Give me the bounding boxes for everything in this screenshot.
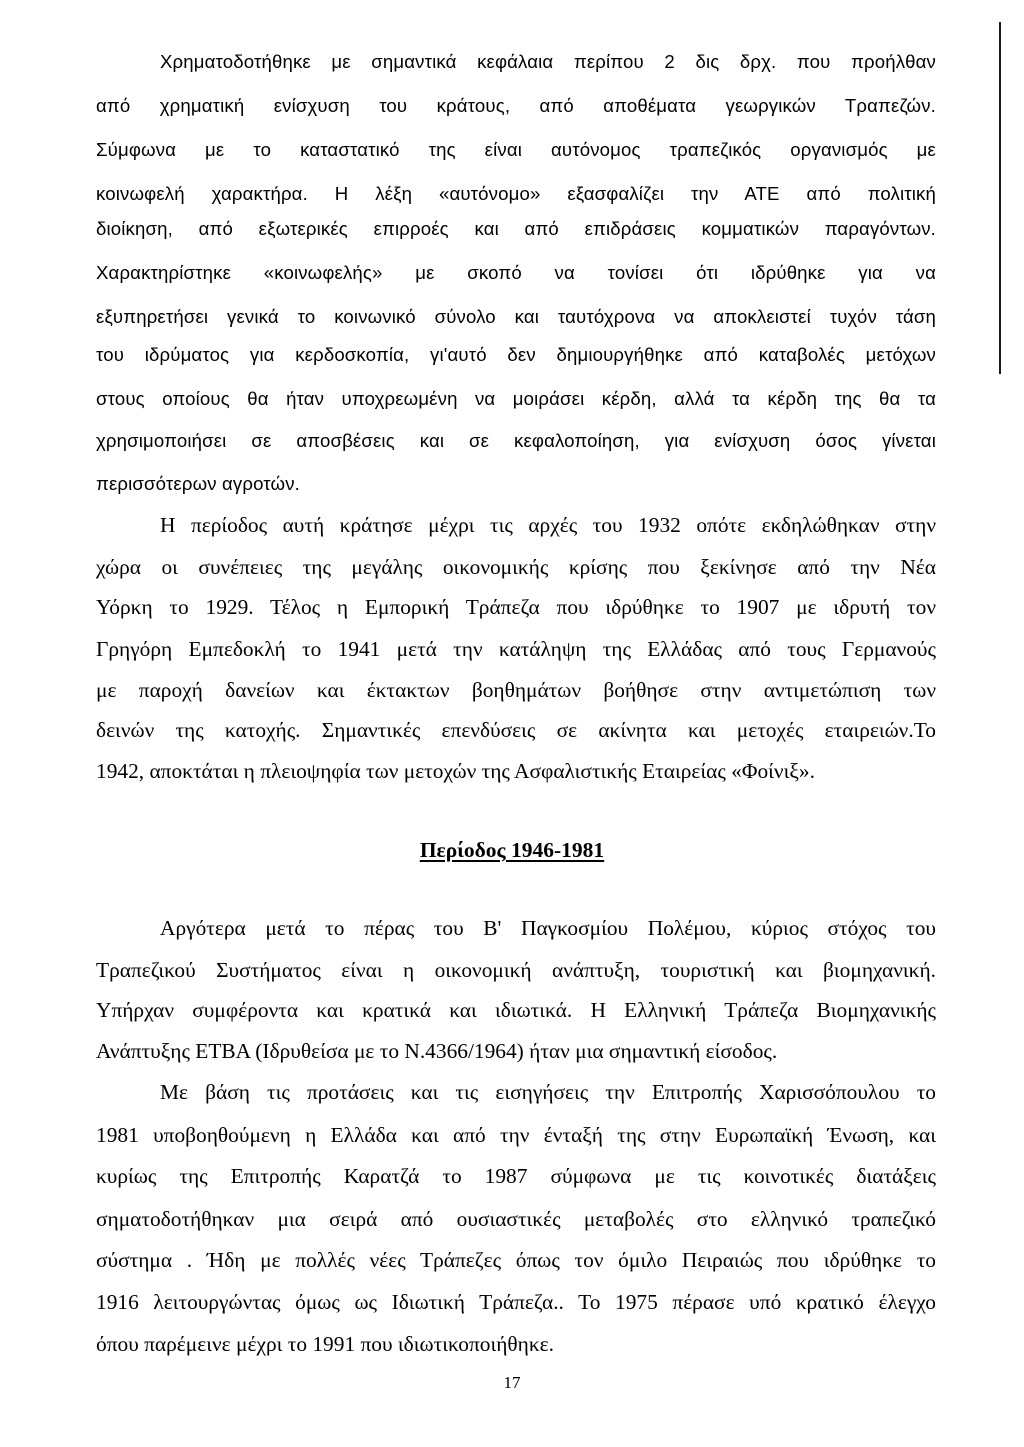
paragraph-line: περισσότερων αγροτών. [96, 473, 300, 494]
paragraph-line: Υόρκη το 1929. Τέλος η Εμπορική Τράπεζα που ιδρύθηκε το 1907 με ιδρυτή τον [96, 595, 936, 619]
paragraph-line: Τραπεζικού Συστήματος είναι η οικονομική ανάπτυξη, τουριστική και βιομηχανική. [96, 958, 936, 982]
paragraph-line: του ιδρύματος για κερδοσκοπία, γι'αυτό δεν δημιουργήθηκε από καταβολές μετόχων [96, 344, 936, 365]
paragraph-line: διοίκηση, από εξωτερικές επιρροές και από επιδράσεις κομματικών παραγόντων. [96, 218, 936, 239]
paragraph-line: κυρίως της Επιτροπής Καρατζά το 1987 σύμφωνα με τις κοινοτικές διατάξεις [96, 1164, 936, 1188]
paragraph-line: σηματοδοτήθηκαν μια σειρά από ουσιαστικές μεταβολές στο ελληνικό τραπεζικό [96, 1207, 936, 1231]
paragraph-line: εξυπηρετήσει γενικά το κοινωνικό σύνολο και ταυτόχρονα να αποκλειστεί τυχόν τάση [96, 306, 936, 327]
paragraph-line: δεινών της κατοχής. Σημαντικές επενδύσεις σε ακίνητα και μετοχές εταιρειών.Το [96, 718, 936, 742]
paragraph-line: 1942, αποκτάται η πλειοψηφία των μετοχών της Ασφαλιστικής Εταιρείας «Φοίνιξ». [96, 759, 815, 783]
paragraph-line: χώρα οι συνέπειες της μεγάλης οικονομικής κρίσης που ξεκίνησε από την Νέα [96, 555, 936, 579]
paragraph-line: Η περίοδος αυτή κράτησε μέχρι τις αρχές του 1932 οπότε εκδηλώθηκαν στην [160, 513, 936, 537]
paragraph-line: από χρηματική ενίσχυση του κράτους, από αποθέματα γεωργικών Τραπεζών. [96, 95, 936, 116]
paragraph-line: όπου παρέμεινε μέχρι το 1991 που ιδιωτικοποιήθηκε. [96, 1332, 554, 1356]
paragraph-line: 1916 λειτουργώντας όμως ως Ιδιωτική Τράπεζα.. Το 1975 πέρασε υπό κρατικό έλεγχο [96, 1290, 936, 1314]
paragraph-line: στους οποίους θα ήταν υποχρεωμένη να μοιράσει κέρδη, αλλά τα κέρδη της θα τα [96, 388, 936, 409]
scan-edge-line [999, 22, 1001, 374]
paragraph-line: Χαρακτηρίστηκε «κοινωφελής» με σκοπό να τονίσει ότι ιδρύθηκε για να [96, 262, 936, 283]
paragraph-line: Με βάση τις προτάσεις και τις εισηγήσεις την Επιτροπής Χαρισσόπουλου το [160, 1080, 936, 1104]
page-number: 17 [503, 1373, 521, 1392]
paragraph-line: Σύμφωνα με το καταστατικό της είναι αυτόνομος τραπεζικός οργανισμός με [96, 139, 936, 160]
paragraph-line: κοινωφελή χαρακτήρα. Η λέξη «αυτόνομο» εξασφαλίζει την ΑΤΕ από πολιτική [96, 183, 936, 204]
paragraph-line: χρησιμοποιήσει σε αποσβέσεις και σε κεφαλοποίηση, για ενίσχυση όσος γίνεται [96, 430, 936, 451]
paragraph-line: Ανάπτυξης ΕΤΒΑ (Ιδρυθείσα με το Ν.4366/1964) ήταν μια σημαντική είσοδος. [96, 1039, 778, 1063]
paragraph-line: 1981 υποβοηθούμενη η Ελλάδα και από την ένταξή της στην Ευρωπαϊκή Ένωση, και [96, 1123, 936, 1147]
paragraph-line: Γρηγόρη Εμπεδοκλή το 1941 μετά την κατάληψη της Ελλάδας από τους Γερμανούς [96, 637, 936, 661]
paragraph-line: με παροχή δανείων και έκτακτων βοηθημάτων βοήθησε στην αντιμετώπιση των [96, 678, 936, 702]
paragraph-line: Αργότερα μετά το πέρας του Β' Παγκοσμίου Πολέμου, κύριος στόχος του [160, 916, 936, 940]
section-heading: Περίοδος 1946-1981 [419, 838, 605, 862]
paragraph-line: Χρηματοδοτήθηκε με σημαντικά κεφάλαια περίπου 2 δις δρχ. που προήλθαν [160, 51, 936, 72]
paragraph-line: σύστημα . Ήδη με πολλές νέες Τράπεζες όπως τον όμιλο Πειραιώς που ιδρύθηκε το [96, 1248, 936, 1272]
paragraph-line: Υπήρχαν συμφέροντα και κρατικά και ιδιωτικά. Η Ελληνική Τράπεζα Βιομηχανικής [96, 998, 936, 1022]
